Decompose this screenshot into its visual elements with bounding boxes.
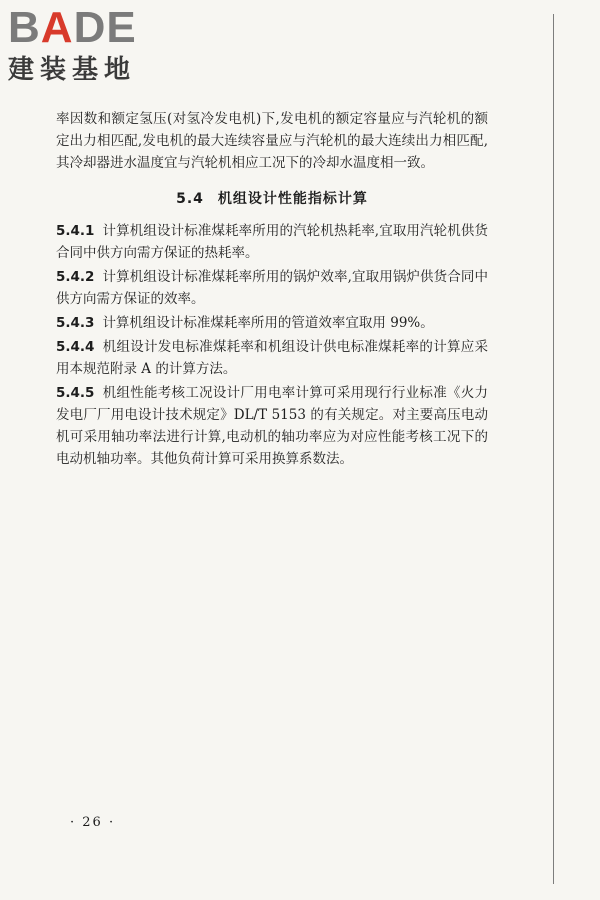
clause-5-4-4 (56, 336, 488, 380)
clause-5-4-1 (56, 220, 488, 264)
clause-5-4-2 (56, 266, 488, 310)
clause-number: 5.4.5 (56, 385, 95, 401)
page-content (56, 108, 488, 472)
page-number: · 26 · (70, 815, 116, 830)
clause-number: 5.4.2 (56, 269, 95, 285)
bade-logo (8, 4, 137, 86)
logo-wordmark (8, 4, 137, 52)
clause-5-4-3 (56, 312, 488, 334)
logo-subtitle: 建装基地 (8, 55, 137, 85)
section-heading (56, 188, 488, 208)
clause-number: 5.4.1 (56, 223, 95, 239)
clause-text: 计算机组设计标准煤耗率所用的管道效率宜取用 99%。 (102, 315, 434, 331)
logo-letter-b: B (8, 3, 41, 52)
section-title: 机组设计性能指标计算 (217, 191, 368, 207)
clause-number: 5.4.3 (56, 315, 95, 331)
clause-text: 计算机组设计标准煤耗率所用的汽轮机热耗率,宜取用汽轮机供货合同中供方向需方保证的热耗率。 (56, 223, 488, 261)
clause-text: 机组设计发电标准煤耗率和机组设计供电标准煤耗率的计算应采用本规范附录 A 的计算方法。 (56, 339, 488, 377)
clause-text: 计算机组设计标准煤耗率所用的锅炉效率,宜取用锅炉供货合同中供方向需方保证的效率。 (56, 269, 488, 307)
binding-edge-line (553, 14, 554, 884)
logo-letter-a: A (40, 3, 74, 52)
clause-text: 机组性能考核工况设计厂用电率计算可采用现行行业标准《火力发电厂厂用电设计技术规定》DL/T 5153 的有关规定。对主要高压电动机可采用轴功率法进行计算,电动机的轴功率应为对应性能考核工况下的电动机轴功率。其他负荷计算可采用换算系数法。 (56, 385, 488, 467)
logo-letters-de: DE (73, 3, 137, 52)
section-number: 5.4 (176, 191, 204, 207)
clause-number: 5.4.4 (56, 339, 95, 355)
intro-paragraph: 率因数和额定氢压(对氢冷发电机)下,发电机的额定容量应与汽轮机的额定出力相匹配,发电机的最大连续容量应与汽轮机的最大连续出力相匹配,其冷却器进水温度宜与汽轮机相应工况下的冷却水温度相一致。 (56, 111, 488, 171)
clause-5-4-5 (56, 382, 488, 470)
